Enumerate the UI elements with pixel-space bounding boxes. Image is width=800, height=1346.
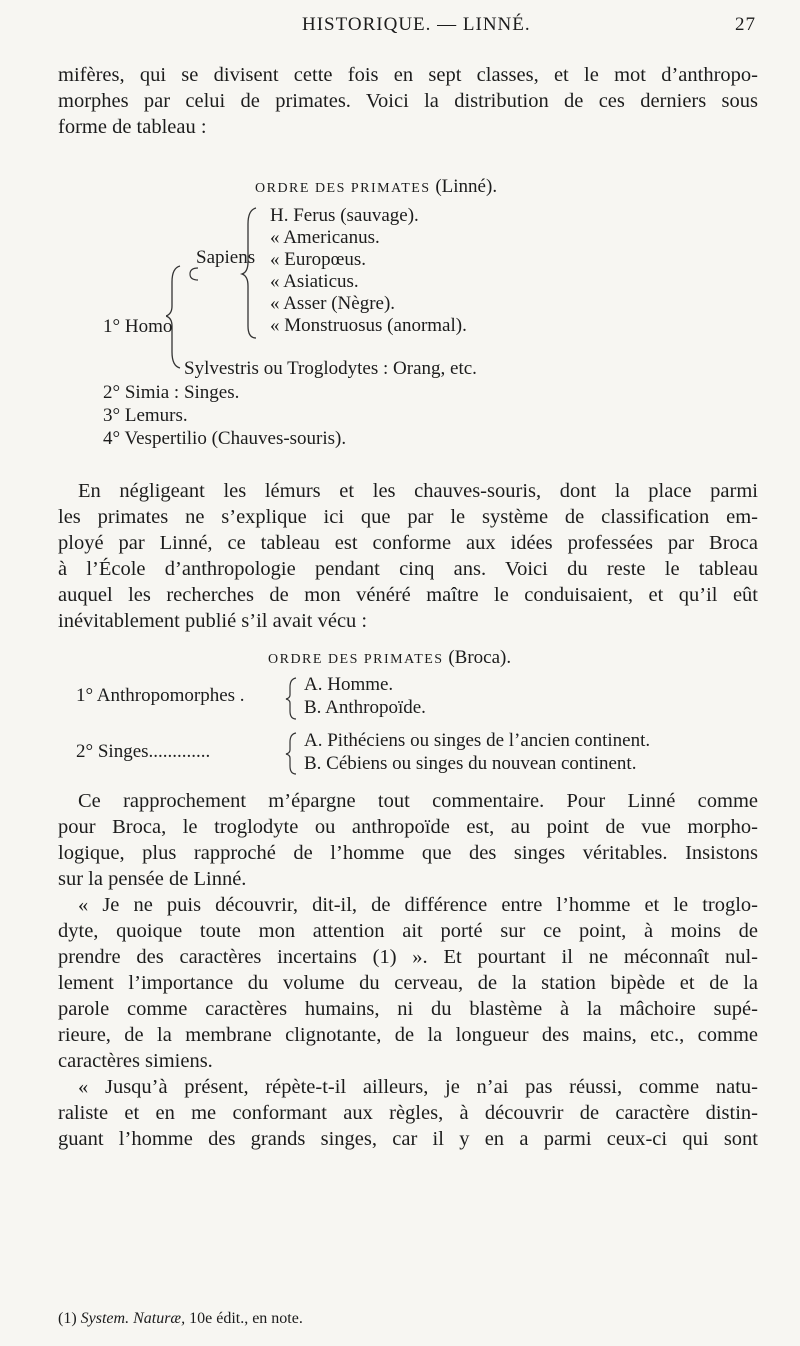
- sapiens-item: « Asser (Nègre).: [270, 293, 396, 314]
- sapiens-brace: [186, 204, 270, 340]
- page-number: 27: [735, 14, 756, 35]
- singes-label: 2° Singes.............: [76, 741, 211, 762]
- text-line: mifères, qui se divisent cette fois en sept classes, et le mot d’anthropo-: [58, 64, 758, 86]
- text-line: guant l’homme des grands singes, car il y en a parmi ceux-ci qui sont: [58, 1128, 758, 1150]
- intro-paragraph: [58, 62, 758, 140]
- anthropomorphes-items: [304, 673, 426, 719]
- footnote-rest: 10e édit., en note.: [189, 1310, 303, 1327]
- subgroup-item: A. Pithéciens ou singes de l’ancien continent.: [304, 730, 651, 751]
- paragraph-5: [58, 1074, 758, 1152]
- footnote-mark: (1): [58, 1310, 77, 1327]
- table2-caption-tail: (Broca).: [448, 647, 512, 668]
- text-line: forme de tableau :: [58, 116, 207, 138]
- homo-label: 1° Homo: [103, 316, 173, 337]
- text-line: En négligeant les lémurs et les chauves-souris, dont la place parmi: [78, 480, 758, 502]
- paragraph-4: [58, 892, 758, 1074]
- text-line: rieure, de la membrane clignotante, de la longueur des mains, etc., comme: [58, 1024, 758, 1046]
- table1-caption-tail: (Linné).: [435, 176, 498, 197]
- subgroup-item: A. Homme.: [304, 674, 394, 695]
- subgroup-item: B. Anthropoïde.: [304, 697, 426, 718]
- text-line: inévitablement publié s’il avait vécu :: [58, 610, 368, 632]
- sapiens-item: « Monstruosus (anormal).: [270, 315, 467, 336]
- footnote-work: System. Naturæ,: [80, 1310, 186, 1327]
- sapiens-item: « Americanus.: [270, 227, 380, 248]
- sapiens-item: « Asiaticus.: [270, 271, 359, 292]
- text-line: caractères simiens.: [58, 1050, 213, 1072]
- singes-brace: [284, 730, 300, 776]
- table1-caption-caps: ORDRE DES PRIMATES: [255, 181, 431, 196]
- paragraph-3: [58, 788, 758, 892]
- primate-order: 2° Simia : Singes.: [103, 382, 240, 403]
- sylvestris-line: Sylvestris ou Troglodytes : Orang, etc.: [184, 358, 477, 379]
- subgroup-item: B. Cébiens ou singes du nouvean continent.: [304, 753, 637, 774]
- text-line: morphes par celui de primates. Voici la distribution de ces derniers sous: [58, 90, 758, 112]
- text-line: « Jusqu’à présent, répète-t-il ailleurs, je n’ai pas réussi, comme natu-: [78, 1076, 758, 1098]
- text-line: raliste et en me conformant aux règles, à découvrir de caractère distin-: [58, 1102, 758, 1124]
- footnote: [58, 1310, 303, 1328]
- anthropomorphes-brace: [284, 675, 300, 721]
- text-line: Ce rapprochement m’épargne tout commentaire. Pour Linné comme: [78, 790, 758, 812]
- text-line: lement l’importance du volume du cerveau, de la station bipède et de la: [58, 972, 758, 994]
- text-line: ployé par Linné, ce tableau est conforme aux idées professées par Broca: [58, 532, 758, 554]
- other-primates: [103, 381, 346, 450]
- primate-order: 4° Vespertilio (Chauves-souris).: [103, 428, 347, 449]
- table2-caption: [268, 647, 511, 669]
- text-line: prendre des caractères incertains (1) ». Et pourtant il ne méconnaît nul-: [58, 946, 758, 968]
- text-line: parole comme caractères humains, ni du blastème à la mâchoire supé-: [58, 998, 758, 1020]
- text-line: pour Broca, le troglodyte ou anthropoïde est, au point de vue morpho-: [58, 816, 758, 838]
- sapiens-item: « Europœus.: [270, 249, 367, 270]
- paragraph-2: [58, 478, 758, 634]
- text-line: les primates ne s’explique ici que par le système de classification em-: [58, 506, 758, 528]
- sapiens-items: [270, 205, 467, 337]
- text-line: dyte, quoique toute mon attention ait porté sur ce point, à moins de: [58, 920, 758, 942]
- text-line: à l’École d’anthropologie pendant cinq ans. Voici du reste le tableau: [58, 558, 758, 580]
- table2-caption-caps: ORDRE DES PRIMATES: [268, 652, 444, 667]
- primate-order: 3° Lemurs.: [103, 405, 188, 426]
- sapiens-item: H. Ferus (sauvage).: [270, 205, 419, 226]
- text-line: logique, plus rapproché de l’homme que des singes véritables. Insistons: [58, 842, 758, 864]
- text-line: « Je ne puis découvrir, dit-il, de différence entre l’homme et le troglo-: [78, 894, 758, 916]
- sapiens-label: Sapiens: [196, 247, 256, 268]
- anthropomorphes-label: 1° Anthropomorphes .: [76, 685, 245, 706]
- text-line: auquel les recherches de mon vénéré maître le conduisaient, et qu’il eût: [58, 584, 758, 606]
- running-title: HISTORIQUE. — LINNÉ.: [302, 14, 531, 35]
- text-line: sur la pensée de Linné.: [58, 868, 247, 890]
- singes-items: [304, 729, 650, 775]
- table1-caption: [255, 176, 497, 198]
